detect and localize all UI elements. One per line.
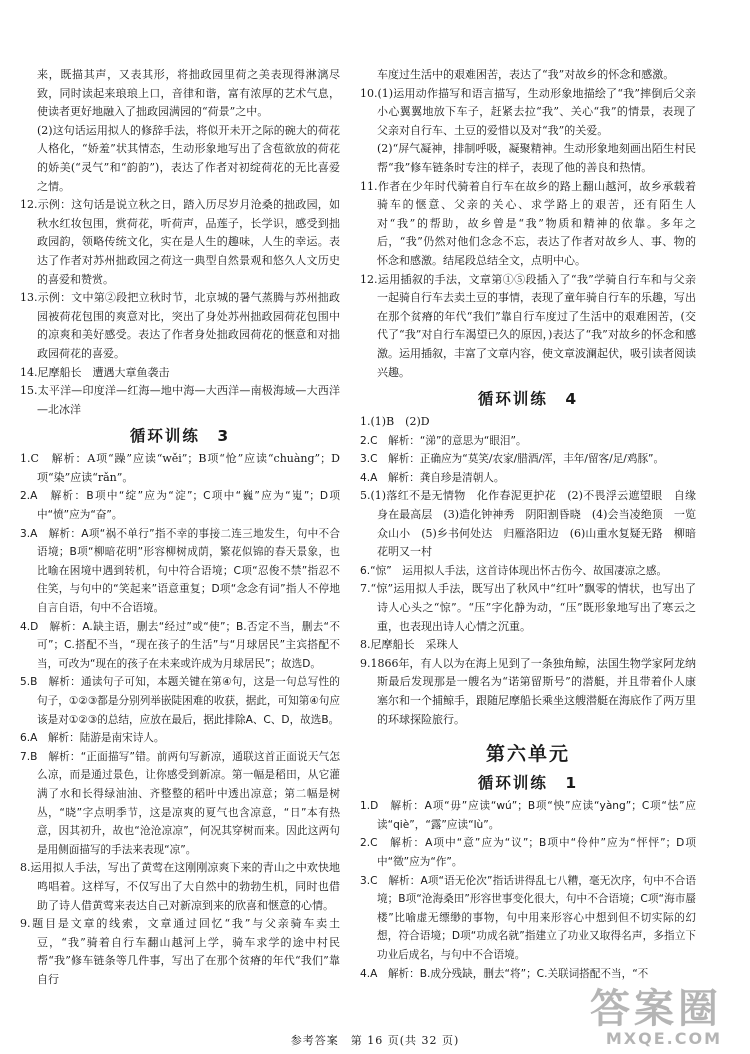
answer-paragraph: 4.A 解析：龚自珍是清朝人。 bbox=[360, 471, 505, 484]
answer-paragraph: (2)这句话运用拟人的修辞手法，将似开未开之际的碗大的荷花人格化，“娇羞”状其情态，生动形象地写出了含苞欲放的荷花的娇美(“灵气”和“韵韵”)，表达了作者对初绽荷花的无比喜爱之情。 bbox=[37, 123, 340, 193]
answer-paragraph: 2.C 解析：“涕”的意思为“眼泪”。 bbox=[360, 434, 527, 447]
watermark-text: 答案圈 bbox=[590, 986, 722, 1032]
watermark-url: MXQE.COM bbox=[605, 1029, 722, 1048]
answer-paragraph: 14.尼摩船长 遭遇大章鱼袭击 bbox=[20, 365, 170, 379]
answer-paragraph: 6.“惊” 运用拟人手法，这首诗体现出怀古伤今、故国凄凉之感。 bbox=[360, 564, 668, 577]
answer-paragraph: 3.C 解析：正确应为“莫笑/农家/腊酒/浑，丰年/留客/足/鸡豚”。 bbox=[360, 453, 665, 466]
answer-paragraph: 7.“惊”运用拟人手法，既写出了秋风中“红叶”飘零的情状，也写出了诗人心头之“惊”。“压”字化静为动，“压”既形象地写出了寒云之重，也表现出诗人心情之沉重。 bbox=[360, 582, 696, 633]
answer-paragraph: 来，既描其声，又表其形，将拙政园里荷之美表现得淋漓尽致，同时读起来琅琅上口，音律和谐，富有浓厚的艺术气息，使读者更好地融入了拙政园满园的“荷景”之中。 bbox=[37, 68, 340, 119]
right-column bbox=[360, 66, 696, 983]
answer-paragraph: 2.A 解析：B项中“绽”应为“淀”；C项中“巍”应为“嵬”；D项中“愤”应为“奋”。 bbox=[20, 490, 340, 522]
answer-paragraph: 1.D 解析：A项“毋”应读“wú”；B项“怏”应读“yàng”；C项“怯”应读“qiè”，“露”应读“lù”。 bbox=[360, 800, 696, 831]
answer-paragraph: 4.D 解析：A.缺主语，删去“经过”或“使”；B.否定不当，删去“不可”；C.搭配不当，“现在孩子的生活”与“月球居民”主宾搭配不当，可改为“现在的孩子在未来或许成为月球居民”；故选D。 bbox=[20, 620, 340, 670]
answer-paragraph: 3.A 解析：A项“祸不单行”指不幸的事接二连三地发生，句中不合语境；B项“柳暗花明”形容柳树成荫，繁花似锦的春天景象，也比喻在困境中遇到转机，句中符合语境；C项“忍俊不禁”指忍不住笑，与句中的“笑起来”语意重复；D项“念念有词”指人不停地自言自语，句中不合语境。 bbox=[20, 527, 340, 615]
answer-paragraph: 1.C 解析：A项“躁”应读“wěi”；B项“怆”应读“chuàng”；D项“染”应读“rǎn”。 bbox=[20, 452, 340, 484]
answer-paragraph: 12.运用插叙的手法，文章第①⑤段插入了“我”学骑自行车和与父亲一起骑自行车去卖土豆的事情，表现了童年骑自行车的乐趣，写出在那个贫瘠的年代“我们”靠自行车度过了生活中的艰难困苦，(交代了“我”对自行车渴望已久的原因，)表达了“我”对故乡的怀念和感激。运用插叙，丰富了文章内容，使文章波澜起伏，吸引读者阅读兴趣。 bbox=[360, 272, 696, 379]
section-heading: 循环训练 1 bbox=[477, 774, 579, 793]
answer-paragraph: 4.A 解析：B.成分残缺，删去“将”；C.关联词搭配不当，“不 bbox=[360, 967, 649, 980]
answer-paragraph: 13.示例：文中第②段把立秋时节，北京城的暑气蒸腾与苏州拙政园被荷花包围的爽意对比，突出了身处苏州拙政园荷花包围中的凉爽和美好感受。表达了作者身处拙政园荷花的惬意和对拙政园荷花的喜爱。 bbox=[20, 291, 340, 360]
answer-paragraph: 2.C 解析：A项中“意”应为“议”；B项中“伶仲”应为“怦怦”；D项中“徵”应为“作”。 bbox=[360, 837, 696, 868]
answer-paragraph: (2)“屏气凝神，排制呼吸，凝聚精神。生动形象地刻画出陌生村民帮“我”修车链条时专注的样子，表现了他的善良和热情。 bbox=[377, 142, 696, 174]
answer-paragraph: 15.太平洋—印度洋—红海—地中海—大西洋—南极海域—大西洋—北冰洋 bbox=[20, 384, 340, 416]
answer-paragraph: 8.尼摩船长 采珠人 bbox=[360, 638, 459, 652]
answer-paragraph: 1.(1)B (2)D bbox=[360, 415, 430, 429]
answer-paragraph: 5.(1)落红不是无情物 化作春泥更护花 (2)不畏浮云遮望眼 自缘身在最高层 (3)造化钟神秀 阴阳割昏晓 (4)会当凌绝顶 一览众山小 (5)乡书何处达 归雁洛阳边 (6)山重水复疑无路 柳暗花明又一村 bbox=[360, 489, 696, 559]
answer-paragraph: 6.A 解析：陆游是南宋诗人。 bbox=[20, 732, 165, 745]
answer-paragraph: 8.运用拟人手法，写出了黄莺在这刚刚凉爽下来的青山之中欢快地鸣唱着。这样写，不仅写出了大自然中的勃勃生机，同时也借助了诗人借黄莺来表达自己对新凉到来的欣喜和惬意的心情。 bbox=[20, 861, 340, 912]
left-column bbox=[20, 66, 340, 990]
answer-paragraph: 9.1866年，有人以为在海上见到了一条独角鲸，法国生物学家阿龙纳斯最后发现那是一艘名为“诺第留斯号”的潜艇，并且带着仆人康塞尔和一个捕鲸手，跟随尼摩船长乘坐这艘潜艇在海底作了两万里的环球探险旅行。 bbox=[360, 656, 696, 726]
answer-paragraph: 7.B 解析：“正面描写”错。前两句写新凉，通联这首正面说天气怎么凉，而是通过景色，让你感受到新凉。第一幅是稻田，从它灌满了水和长得绿油油、齐整整的稻叶中透出凉意；第二幅是树丛，“晓”字点明季节，这是凉爽的夏气也含凉意，“日”本有热意，因其初升，故也“沧沧凉凉”，何况其穿树而来。因此这两句是用侧面描写的手法来表现“凉”。 bbox=[20, 750, 340, 856]
section-heading: 循环训练 3 bbox=[129, 427, 231, 446]
answer-paragraph: 车度过生活中的艰难困苦，表达了“我”对故乡的怀念和感激。 bbox=[377, 68, 675, 81]
unit-title: 第六单元 bbox=[485, 743, 570, 766]
answer-paragraph: 9.题目是文章的线索，文章通过回忆“我”与父亲骑车卖土豆，“我”骑着自行车翻山越河上学，骑车求学的途中村民帮“我”修车链条等几件事，写出了在那个贫瘠的年代“我们”靠自行 bbox=[20, 917, 340, 986]
answer-paragraph: 11.作者在少年时代骑着自行车在故乡的路上翻山越河，故乡承载着骑车的惬意、父亲的关心、求学路上的艰苦，还有陌生人对“我”的帮助，故乡曾是“我”物质和精神的依靠。多年之后，“我”仍然对他们念念不忘，表达了作者对故乡人、事、物的怀念和感激。结尾段总结全文，点明中心。 bbox=[360, 179, 696, 267]
answer-paragraph: 3.C 解析：A项“语无伦次”指话讲得乱七八糟，毫无次序，句中不合语境；B项“沧海桑田”形容世事变化很大，句中不合语境；C项“海市蜃楼”比喻虚无缥缈的事物，句中用来形容心中想到但不切实际的幻想，符合语境；D项“功成名就”指建立了功业又取得名声，多指立下功业后成名，与句中不合语境。 bbox=[360, 874, 696, 961]
page-footer: 参考答案 第 16 页(共 32 页) bbox=[290, 1034, 460, 1047]
answer-paragraph: 5.B 解析：通读句子可知，本题关键在第④句，这是一句总写性的句子，①②③都是分别列举嵌陡困难的收获，据此，可知第④句应该是对①②③的总结，应放在最后，据此排除A、C、D，故选B。 bbox=[20, 676, 340, 726]
answer-paragraph: 12.示例：这句话是说立秋之日，踏入历尽岁月沧桑的拙政园，如秋水红妆包围，赏荷花，听荷声，品莲子，长学识，感受到拙政园韵，领略传统文化，实在是人生的趣味，人生的幸运。表达了作者对苏州拙政园之荷这一典型自然景观和悠久人文历史的喜爱和赞赏。 bbox=[20, 198, 340, 286]
watermark-logo bbox=[590, 986, 722, 1048]
answer-paragraph: 10.(1)运用动作描写和语言描写，生动形象地描绘了“我”摔倒后父亲小心翼翼地放下车子，赶紧去拉“我”、关心“我”的情景，表现了父亲对自行车、土豆的爱惜以及对“我”的关爱。 bbox=[360, 86, 696, 137]
section-heading: 循环训练 4 bbox=[477, 390, 579, 409]
